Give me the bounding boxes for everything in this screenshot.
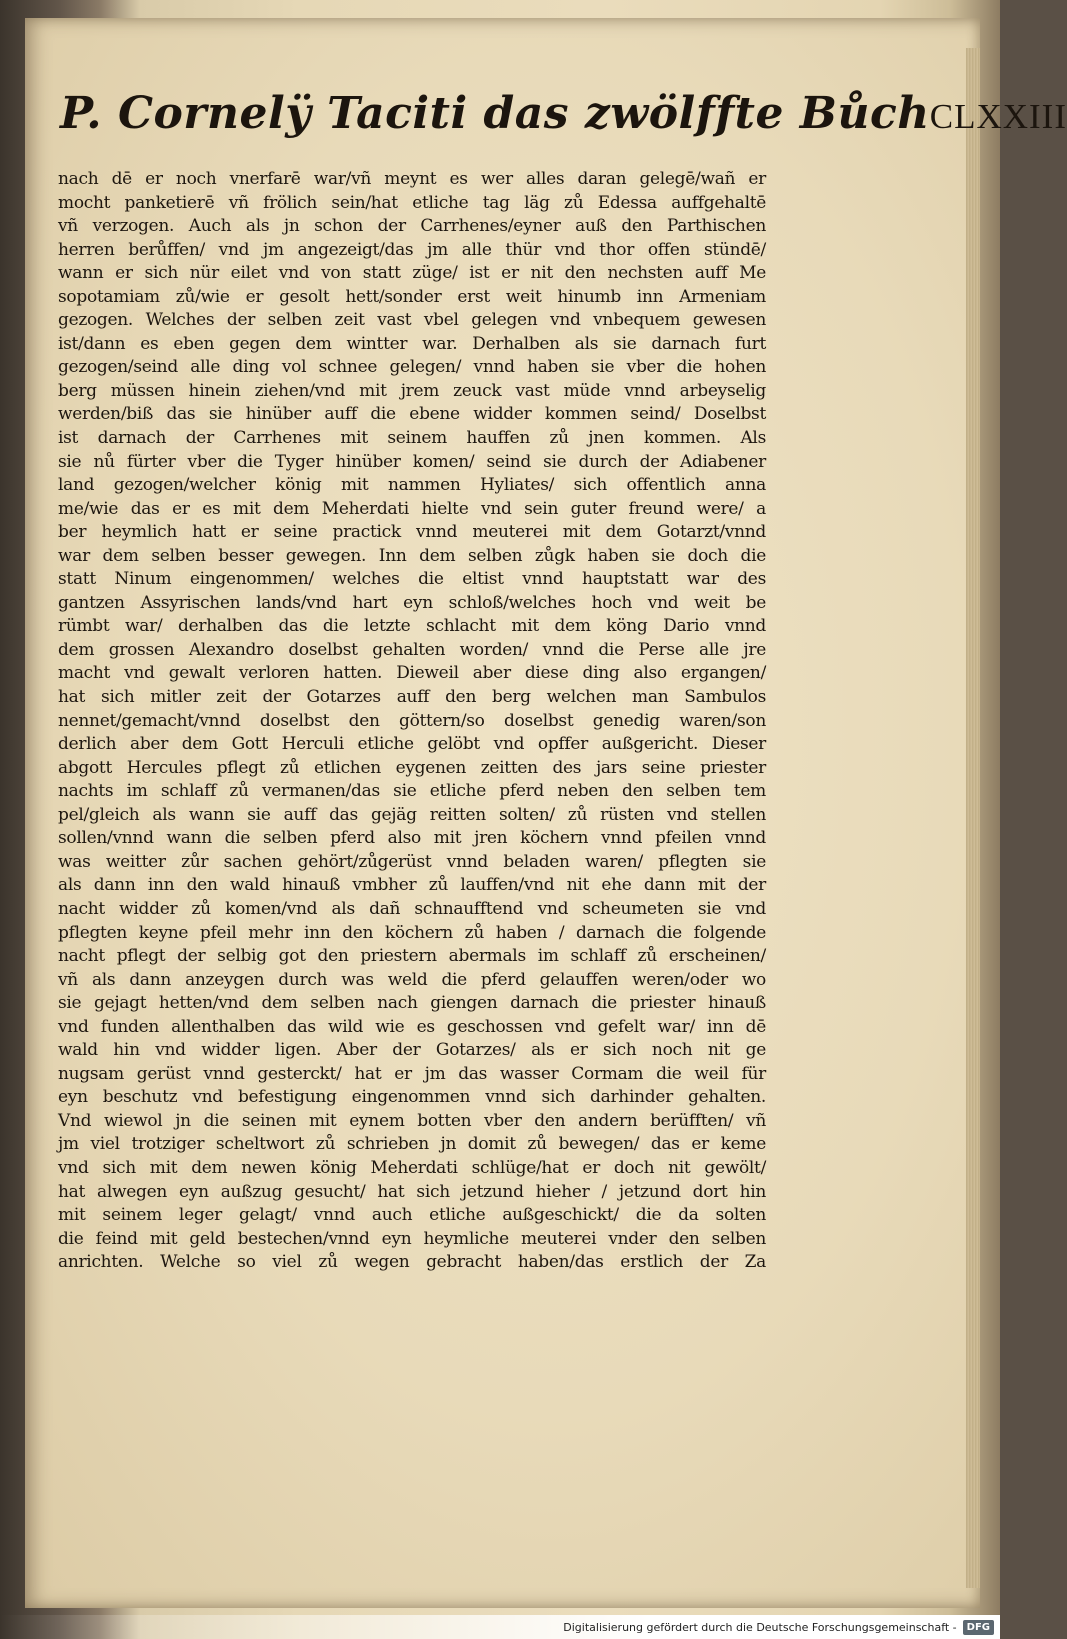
running-title: P. Cornelÿ Taciti das zwölffte Bůch: [60, 88, 930, 139]
text-line: nacht pflegt der selbig got den priestern abermals im schlaff zů erscheinen/: [58, 946, 766, 967]
text-line: sollen/vnnd wann die selben pferd also mit jren köchern vnnd pfeilen vnnd: [58, 828, 766, 849]
text-line: die feind mit geld bestechen/vnnd eyn heymliche meuterei vnder den selben: [58, 1228, 766, 1249]
text-line: nachts im schlaff zů vermanen/das sie etliche pferd neben den selben tem: [58, 781, 766, 802]
text-line: ist darnach der Carrhenes mit seinem hauffen zů jnen kommen. Als: [58, 428, 766, 449]
text-line: gezogen. Welches der selben zeit vast vbel gelegen vnd vnbequem gewesen: [58, 310, 766, 331]
text-line: me/wie das er es mit dem Meherdati hielte vnd sein guter freund were/ a: [58, 498, 766, 519]
text-line: pel/gleich als wann sie auff das gejäg reitten solten/ zů rüsten vnd stellen: [58, 804, 766, 825]
text-line: dem grossen Alexandro doselbst gehalten worden/ vnnd die Perse alle jre: [58, 639, 766, 660]
text-line: hat sich mitler zeit der Gotarzes auff den berg welchen man Sambulos: [58, 687, 766, 708]
text-line: vnd funden allenthalben das wild wie es geschossen vnd gefelt war/ inn dē: [58, 1016, 766, 1037]
text-line: anrichten. Welche so viel zů wegen gebracht haben/das erstlich der Za: [58, 1252, 766, 1273]
text-line: mit seinem leger gelagt/ vnnd auch etliche außgeschickt/ die da solten: [58, 1205, 766, 1226]
text-line: sie nů fürter vber die Tyger hinüber komen/ seind sie durch der Adiabener: [58, 451, 766, 472]
text-line: ist/dann es eben gegen dem wintter war. Derhalben als sie darnach furt: [58, 333, 766, 354]
text-line: war dem selben besser gewegen. Inn dem selben zůgk haben sie doch die: [58, 545, 766, 566]
text-line: sopotamiam zů/wie er gesolt hett/sonder erst weit hinumb inn Armeniam: [58, 286, 766, 307]
text-line: wann er sich nür eilet vnd von statt züge/ ist er nit den nechsten auff Me: [58, 263, 766, 284]
text-line: jm viel trotziger scheltwort zů schrieben jn domit zů bewegen/ das er keme: [58, 1134, 766, 1155]
text-line: rümbt war/ derhalben das die letzte schlacht mit dem köng Dario vnnd: [58, 616, 766, 637]
text-line: nach dē er noch vnerfarē war/vñ meynt es wer alles daran gelegē/wañ er: [58, 169, 766, 189]
text-line: vñ als dann anzeygen durch was weld die pferd gelauffen weren/oder wo: [58, 969, 766, 990]
digitization-footer: [0, 1615, 1000, 1639]
text-line: nugsam gerüst vnnd gesterckt/ hat er jm das wasser Cormam die weil für: [58, 1063, 766, 1084]
body-text: [58, 168, 766, 1275]
text-line: nacht widder zů komen/vnd als dañ schnaufftend vnd scheumeten sie vnd: [58, 898, 766, 919]
text-line: ber heymlich hatt er seine practick vnnd meuterei mit dem Gotarzt/vnnd: [58, 522, 766, 543]
text-line: land gezogen/welcher könig mit nammen Hyliates/ sich offentlich anna: [58, 475, 766, 496]
text-line: sie gejagt hetten/vnd dem selben nach giengen darnach die priester hinauß: [58, 993, 766, 1014]
text-line: werden/biß das sie hinüber auff die ebene widder kommen seind/ Doselbst: [58, 404, 766, 425]
text-line: pflegten keyne pfeil mehr inn den köchern zů haben / darnach die folgende: [58, 922, 766, 943]
text-line: vnd sich mit dem newen könig Meherdati schlüge/hat er doch nit gewölt/: [58, 1157, 766, 1178]
text-line: wald hin vnd widder ligen. Aber der Gotarzes/ als er sich noch nit ge: [58, 1040, 766, 1061]
text-line: statt Ninum eingenommen/ welches die eltist vnnd hauptstatt war des: [58, 569, 766, 590]
text-line: herren berůffen/ vnd jm angezeigt/das jm alle thür vnd thor offen stündē/: [58, 239, 766, 260]
text-line: Vnd wiewol jn die seinen mit eynem botten vber den andern berüfften/ vñ: [58, 1110, 766, 1131]
text-line: eyn beschutz vnd befestigung eingenommen vnnd sich darhinder gehalten.: [58, 1087, 766, 1108]
text-line: als dann inn den wald hinauß vmbher zů lauffen/vnd nit ehe dann mit der: [58, 875, 766, 896]
text-line: gezogen/seind alle ding vol schnee gelegen/ vnnd haben sie vber die hohen: [58, 357, 766, 378]
text-line: was weitter zůr sachen gehört/zůgerüst vnnd beladen waren/ pflegten sie: [58, 851, 766, 872]
page-header: [60, 88, 1067, 166]
text-line: berg müssen hinein ziehen/vnd mit jrem zeuck vast müde vnnd arbeyselig: [58, 380, 766, 401]
dfg-logo: DFG: [963, 1620, 994, 1635]
page-edges: [966, 48, 980, 1588]
funding-credit: Digitalisierung gefördert durch die Deutsche Forschungsgemeinschaft -: [563, 1620, 957, 1634]
text-line: macht vnd gewalt verloren hatten. Dieweil aber diese ding also ergangen/: [58, 663, 766, 684]
text-line: hat alwegen eyn außzug gesucht/ hat sich jetzund hieher / jetzund dort hin: [58, 1181, 766, 1202]
text-line: vñ verzogen. Auch als jn schon der Carrhenes/eyner auß den Parthischen: [58, 216, 766, 237]
text-line: derlich aber dem Gott Herculi etliche gelöbt vnd opffer außgericht. Dieser: [58, 734, 766, 755]
text-line: nennet/gemacht/vnnd doselbst den göttern/so doselbst genedig waren/son: [58, 710, 766, 731]
text-line: abgott Hercules pflegt zů etlichen eygenen zeitten des jars seine priester: [58, 757, 766, 778]
folio-number: CLXXIII: [929, 97, 1067, 136]
text-line: gantzen Assyrischen lands/vnd hart eyn schloß/welches hoch vnd weit be: [58, 592, 766, 613]
text-line: mocht panketierē vñ frölich sein/hat etliche tag läg zů Edessa auffgehaltē: [58, 192, 766, 213]
